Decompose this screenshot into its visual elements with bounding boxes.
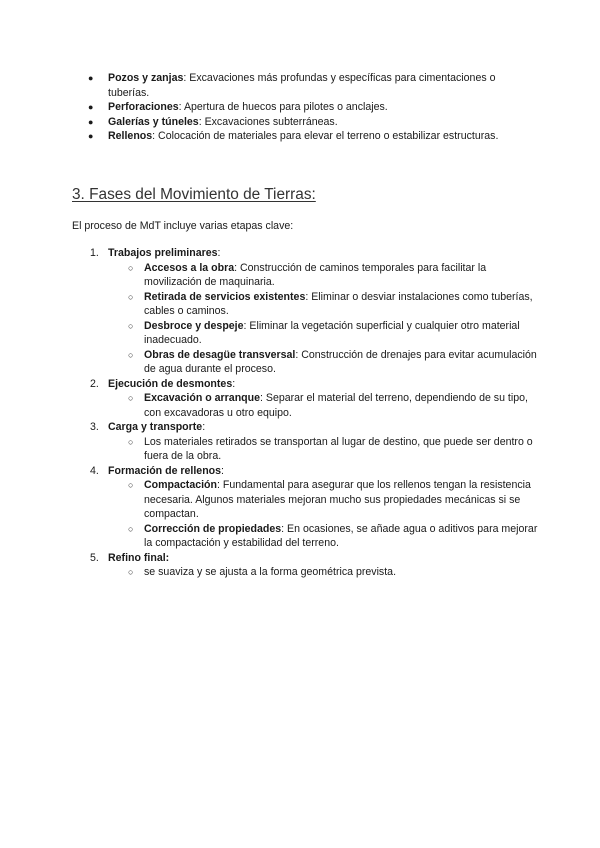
sub-text: : En ocasiones, se añade agua o aditivos para mejorar la compactación y estabilidad del terreno. — [144, 522, 538, 549]
bullet-icon: ● — [88, 131, 94, 141]
phase-sublist — [108, 435, 540, 464]
item-text: : Apertura de huecos para pilotes o anclajes. — [178, 101, 388, 113]
sub-term: Excavación o arranque — [144, 392, 260, 404]
item-text: : Excavaciones más profundas y específicas para cimentaciones o tuberías. — [108, 72, 496, 99]
phase-item — [0, 420, 600, 464]
phase-item — [0, 246, 600, 377]
sub-item — [108, 565, 540, 580]
phases-list — [0, 246, 600, 580]
list-item — [0, 129, 600, 144]
sub-term: Corrección de propiedades — [144, 522, 282, 535]
circle-bullet-icon: ○ — [128, 436, 134, 447]
item-text: : Colocación de materiales para elevar el terreno o estabilizar estructuras. — [152, 130, 499, 142]
sub-item — [108, 348, 540, 377]
sub-text: : Construcción de caminos temporales para facilitar la movilización de maquinaria. — [144, 261, 487, 288]
section-heading: 3. Fases del Movimiento de Tierras: — [72, 186, 316, 203]
circle-bullet-icon: ○ — [128, 349, 134, 360]
phase-number: 3. — [90, 421, 99, 433]
phase-number: 4. — [90, 464, 99, 477]
phase-title: Ejecución de desmontes — [108, 377, 233, 390]
phase-title: Trabajos preliminares — [108, 247, 218, 259]
sub-text: : Fundamental para asegurar que los rellenos tengan la resistencia necesaria. Algunos materiales mejoran mucho sus propiedades mecánicas si se compactan. — [144, 479, 531, 520]
list-item — [0, 71, 600, 100]
list-item — [0, 115, 600, 130]
phase-suffix: : — [221, 464, 224, 477]
sub-text: : Separar el material del terreno, dependiendo de su tipo, con excavadoras u otro equipo. — [144, 392, 528, 419]
phase-sublist — [108, 565, 540, 580]
sub-item — [108, 435, 540, 464]
sub-item — [108, 319, 540, 348]
sub-term: Accesos a la obra — [144, 261, 235, 274]
phase-item — [0, 551, 600, 580]
phase-suffix: : — [232, 377, 236, 390]
phase-title: Refino final: — [108, 551, 170, 564]
sub-term: Obras de desagüe transversal — [144, 348, 296, 361]
sub-text: se suaviza y se ajusta a la forma geométrica prevista. — [144, 566, 397, 578]
item-term: Perforaciones — [108, 101, 179, 113]
sub-text: Los materiales retirados se transportan al lugar de destino, que puede ser dentro o fuera de la obra. — [144, 435, 533, 462]
item-term: Galerías y túneles — [108, 115, 199, 128]
circle-bullet-icon: ○ — [128, 320, 134, 331]
sub-item — [108, 261, 540, 290]
phase-sublist — [108, 478, 540, 551]
sub-item — [108, 478, 540, 522]
sub-item — [108, 290, 540, 319]
circle-bullet-icon: ○ — [128, 393, 134, 403]
phase-title: Carga y transporte — [108, 421, 203, 433]
phase-title: Formación de rellenos — [108, 464, 222, 477]
phase-sublist — [108, 261, 540, 377]
sub-term: Desbroce y despeje — [144, 319, 244, 332]
phase-number: 1. — [90, 247, 99, 259]
item-text: : Excavaciones subterráneas. — [198, 115, 338, 128]
circle-bullet-icon: ○ — [128, 523, 134, 534]
excavation-types-list — [0, 71, 600, 144]
sub-term: Compactación — [144, 479, 217, 491]
section-intro: El proceso de MdT incluye varias etapas clave: — [72, 220, 294, 232]
phase-number: 5. — [90, 551, 99, 564]
sub-text: : Eliminar la vegetación superficial y cualquier otro material inadecuado. — [144, 319, 520, 346]
sub-item — [108, 522, 540, 551]
phase-suffix: : — [217, 247, 221, 259]
phase-suffix: : — [202, 421, 206, 433]
sub-text: : Eliminar o desviar instalaciones como tuberías, cables o caminos. — [144, 290, 533, 317]
sub-term: Retirada de servicios existentes — [144, 290, 306, 303]
bullet-icon: ● — [88, 102, 94, 112]
sub-item — [108, 391, 540, 420]
phase-sublist — [108, 391, 540, 420]
circle-bullet-icon: ○ — [128, 262, 134, 273]
bullet-icon: ● — [88, 73, 94, 83]
item-term: Rellenos — [108, 130, 153, 142]
sub-text: : Construcción de drenajes para evitar acumulación de agua durante el proceso. — [144, 348, 537, 375]
phase-number: 2. — [90, 377, 99, 390]
circle-bullet-icon: ○ — [128, 567, 134, 577]
list-item — [0, 100, 600, 115]
item-term: Pozos y zanjas — [108, 72, 184, 84]
phase-item — [0, 464, 600, 551]
phase-item — [0, 377, 600, 421]
bullet-icon: ● — [88, 116, 94, 127]
circle-bullet-icon: ○ — [128, 480, 134, 490]
circle-bullet-icon: ○ — [128, 291, 134, 302]
